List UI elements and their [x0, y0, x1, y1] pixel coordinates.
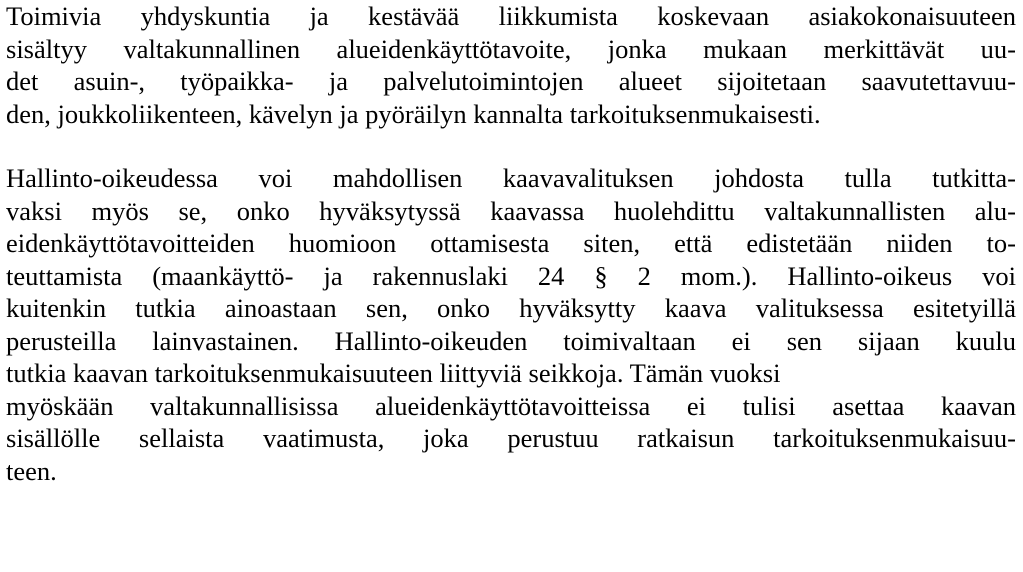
text-line: den, joukkoliikenteen, kävelyn ja pyöräilyn kannalta tarkoituksenmukaisesti.: [6, 98, 821, 129]
paragraph-spacer: [6, 130, 1016, 162]
document-page: [6, 0, 1016, 487]
text-line: sisällölle sellaista vaatimusta, joka perustuu ratkaisun tarkoituksenmukaisuu-: [6, 423, 1016, 453]
text-line: eidenkäyttötavoitteiden huomioon ottamisesta siten, että edistetään niiden to-: [6, 228, 1016, 258]
paragraph-1: [6, 0, 1016, 130]
text-line: perusteilla lainvastainen. Hallinto-oikeuden toimivaltaan ei sen sijaan kuulu: [6, 325, 1016, 356]
text-line: Hallinto-oikeudessa voi mahdollisen kaavavalituksen johdosta tulla tutkitta-: [6, 163, 1016, 193]
text-line: tutkia kaavan tarkoituksenmukaisuuteen liittyviä seikkoja. Tämän vuoksi: [6, 358, 781, 388]
text-line: det asuin-, työpaikka- ja palvelutoimintojen alueet sijoitetaan saavutettavuu-: [6, 66, 1016, 96]
text-line: sisältyy valtakunnallinen alueidenkäyttötavoite, jonka mukaan merkittävät uu-: [6, 33, 1016, 64]
text-line: Toimivia yhdyskuntia ja kestävää liikkumista koskevaan asiakokonaisuuteen: [6, 1, 1016, 31]
text-line: vaksi myös se, onko hyväksytyssä kaavassa huolehdittu valtakunnallisten alu-: [6, 195, 1016, 226]
text-line: myöskään valtakunnallisissa alueidenkäyttötavoitteissa ei tulisi asettaa kaavan: [6, 390, 1016, 421]
paragraph-2: [6, 162, 1016, 487]
text-line: kuitenkin tutkia ainoastaan sen, onko hyväksytty kaava valituksessa esitetyillä: [6, 293, 1016, 323]
text-line: teen.: [6, 455, 57, 486]
text-line: teuttamista (maankäyttö- ja rakennuslaki 24 § 2 mom.). Hallinto-oikeus voi: [6, 260, 1016, 291]
